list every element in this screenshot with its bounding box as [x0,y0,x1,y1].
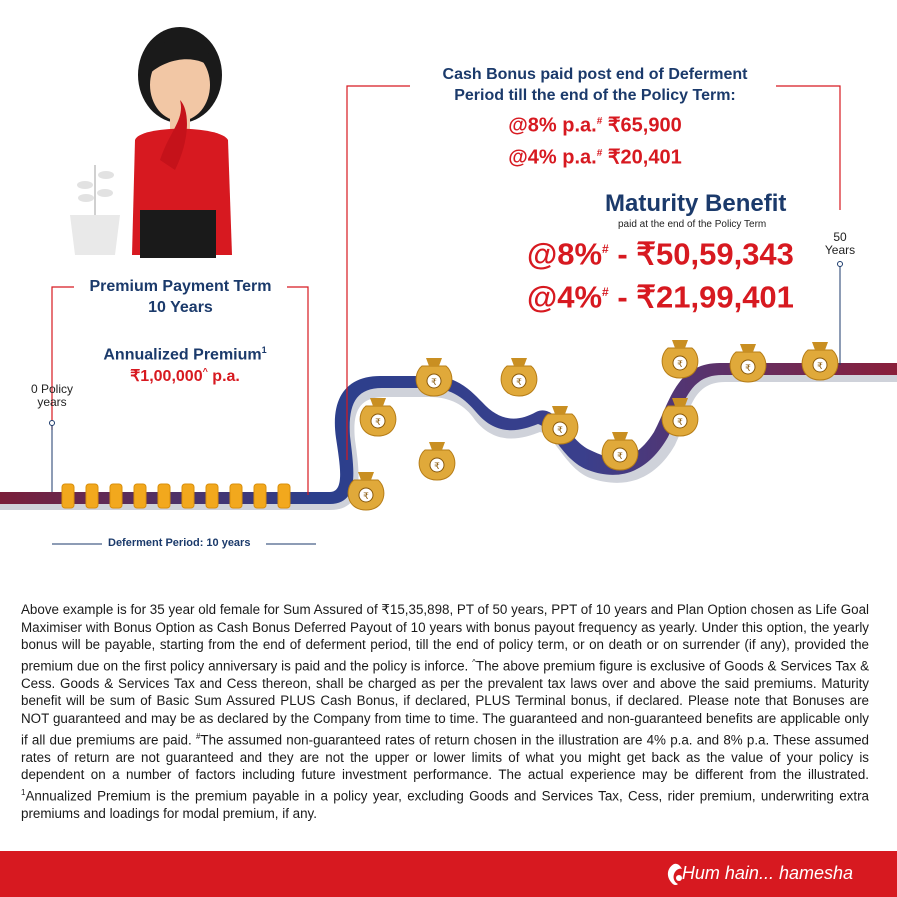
svg-text:₹: ₹ [677,418,683,428]
end-years-label [818,231,862,257]
svg-text:₹: ₹ [363,492,369,502]
cash-bonus-heading [400,64,790,106]
cash-bonus-rate-8-mark: # [596,116,603,127]
annualized-premium-value [80,366,290,386]
svg-text:₹: ₹ [557,426,563,436]
annualized-premium-label [80,345,290,364]
svg-text:₹: ₹ [375,418,381,428]
end-years-unit: Years [824,243,856,257]
maturity-title: Maturity Benefit [605,190,787,217]
premium-term-title: Premium Payment Term [89,278,272,295]
maturity-rate-4: @4% [527,279,603,315]
maturity-subtitle: paid at the end of the Policy Term [618,219,767,230]
disclaimer-part1: Above example is for 35 year old female for Sum Assured of ₹15,35,898, PT of 50 years, PPT of 10 years and Plan Option chosen as Life Goal Maximiser with Bonus Option as Cash Bonus Deferred Payout of 10 years with bonus payout frequency as yearly. Under this option, the yearly bonus will be payable, starting from the end of deferment period, till the end of policy term, or on death or on surrender (if any), provided the premium due on the first policy anniversary is paid and the policy is inforce. [21,602,869,674]
annualized-premium-amount: ₹1,00,000 [130,368,203,385]
maturity-rate-8: @8% [527,236,603,272]
svg-text:₹: ₹ [817,362,823,372]
money-bag-icon [501,358,537,396]
maturity-rate-8-mark: # [602,242,609,256]
premium-term-bracket [52,287,308,495]
maturity-values [527,230,794,317]
cash-bonus-8-row [400,108,790,140]
cash-bonus-heading-line1: Cash Bonus paid post end of Deferment [442,66,748,83]
money-bag-icon [602,432,638,470]
disclaimer-mark3: 1 [21,787,26,797]
svg-text:₹: ₹ [431,378,437,388]
end-years-number: 50 [833,230,847,244]
cash-bonus-values [400,108,790,171]
plant-illustration [70,165,120,255]
money-bags [348,340,838,510]
money-bag-icon [662,340,698,378]
premium-term [74,276,287,318]
disclaimer-mark1: ^ [472,657,476,667]
cash-bonus-rate-4-mark: # [596,147,603,159]
svg-text:₹: ₹ [516,378,522,388]
cash-bonus-value-4: ₹20,401 [607,146,682,169]
maturity-8-row [527,230,794,273]
money-bag-icon [802,342,838,380]
premium-term-years: 10 Years [148,299,213,316]
disclaimer-part3: The assumed non-guaranteed rates of return chosen in the illustration are 4% p.a. and 8% p.a. These assumed rates of return are not guaranteed and they are not the upper or lower limits of what you might get back as the value of your policy is dependent on a number of factors including future investment performance. The actual experience may be different from the illustrated. [21,732,869,783]
disclaimer-part4: Annualized Premium is the premium payable in a policy year, excluding Goods and Services Tax, Cess, rider premium, underwriting extra premiums and loadings for modal premium, if any. [21,788,869,821]
cash-bonus-rate-8: @8% p.a. [508,114,597,137]
money-bag-icon [360,398,396,436]
annualized-premium-text: Annualized Premium [103,346,262,364]
cash-bonus-4-row [400,140,790,172]
cash-bonus-value-8: ₹65,900 [607,114,682,137]
disclaimer-mark2: # [195,731,201,741]
money-bag-icon [416,358,452,396]
disclaimer-text [21,601,869,823]
money-bag-icon [730,344,766,382]
deferment-period-label: Deferment Period: 10 years [108,537,251,549]
annualized-premium-value-mark: ^ [202,366,208,377]
footer-bar [0,851,897,897]
disclaimer-part2: The above premium figure is exclusive of Goods & Services Tax & Cess. Goods & Services Tax and Cess thereon, shall be charged as per the prevalent tax laws over and above the said premiums. Maturity benefit will be sum of Basic Sum Assured PLUS Cash Bonus, if declared, PLUS Terminal bonus, if declared. Please note that Bonuses are NOT guaranteed and may be as declared by the Company from time to time. The guaranteed and non-guaranteed benefits are applicable only if all due premiums are paid. [21,658,869,748]
maturity-value-8: - ₹50,59,343 [608,236,794,272]
start-years-line2: years [37,395,67,409]
brand-tagline: Hum hain... hamesha [681,863,853,883]
cash-bonus-heading-line2: Period till the end of the Policy Term: [454,87,736,104]
svg-text:₹: ₹ [745,364,751,374]
svg-text:₹: ₹ [677,360,683,370]
svg-text:₹: ₹ [434,462,440,472]
maturity-value-4: - ₹21,99,401 [608,279,794,315]
maturity-4-row [527,273,794,316]
svg-text:₹: ₹ [617,452,623,462]
money-bag-icon [419,442,455,480]
annualized-premium-suffix: p.a. [207,368,240,385]
start-years-label [22,383,82,409]
cash-bonus-rate-4: @4% p.a. [508,146,597,169]
woman-illustration [132,27,232,258]
start-years-line1: 0 Policy [30,382,74,396]
maturity-rate-4-mark: # [602,285,609,300]
annualized-premium-mark: 1 [261,345,267,355]
